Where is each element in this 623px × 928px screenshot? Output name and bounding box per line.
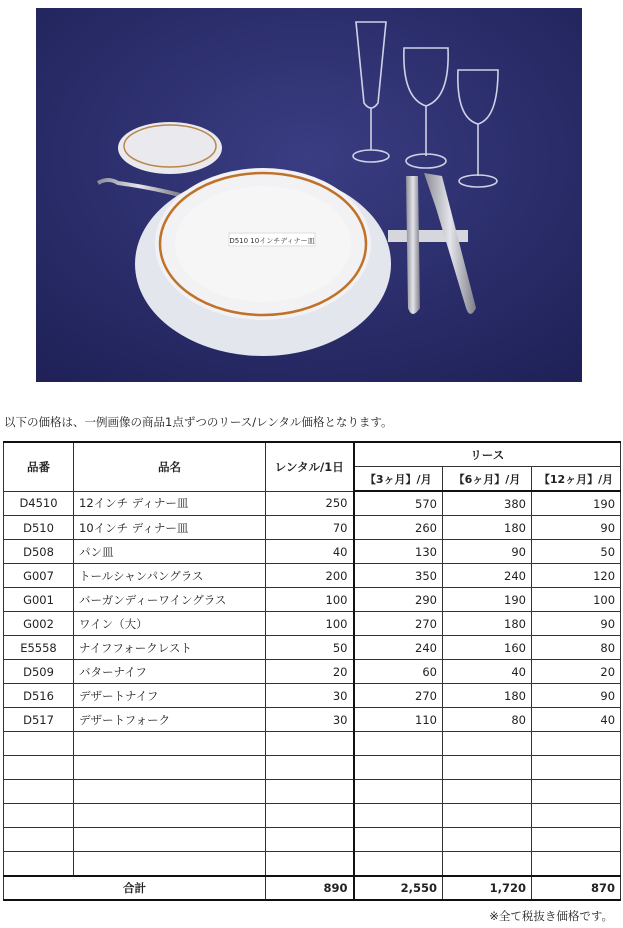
table-row — [4, 540, 621, 564]
cell-12month — [532, 828, 621, 852]
price-table — [3, 441, 621, 901]
cell-3month: 270 — [354, 684, 443, 708]
cell-code — [4, 780, 74, 804]
table-row — [4, 828, 621, 852]
cell-name: デザートフォーク — [74, 708, 266, 732]
cell-rental: 30 — [266, 708, 354, 732]
price-note: 以下の価格は、一例画像の商品1点ずつのリース/レンタル価格となります。 — [4, 415, 393, 429]
cell-name: 10インチ ディナー皿 — [74, 516, 266, 540]
cell-6month: 240 — [443, 564, 532, 588]
cell-3month: 130 — [354, 540, 443, 564]
cell-3month — [354, 804, 443, 828]
header-12month: 【12ヶ月】/月 — [532, 467, 621, 492]
cell-name — [74, 804, 266, 828]
cell-12month: 80 — [532, 636, 621, 660]
table-row — [4, 588, 621, 612]
cell-3month: 270 — [354, 612, 443, 636]
cell-12month — [532, 852, 621, 877]
cell-code: D510 — [4, 516, 74, 540]
cell-6month — [443, 780, 532, 804]
header-rental: レンタル/1日 — [266, 442, 354, 491]
cell-name: トールシャンパングラス — [74, 564, 266, 588]
cell-name: パン皿 — [74, 540, 266, 564]
tax-footnote: ※全て税抜き価格です。 — [489, 909, 613, 923]
table-row — [4, 564, 621, 588]
header-6month: 【6ヶ月】/月 — [443, 467, 532, 492]
cell-name: バターナイフ — [74, 660, 266, 684]
total-3month: 2,550 — [354, 876, 443, 900]
cell-6month: 180 — [443, 612, 532, 636]
cell-6month: 180 — [443, 516, 532, 540]
cell-6month: 380 — [443, 491, 532, 516]
cell-3month — [354, 828, 443, 852]
cell-6month: 40 — [443, 660, 532, 684]
cell-code — [4, 852, 74, 877]
table-row — [4, 684, 621, 708]
cell-name — [74, 852, 266, 877]
cell-code: D508 — [4, 540, 74, 564]
cell-6month: 90 — [443, 540, 532, 564]
cell-name: ワイン（大） — [74, 612, 266, 636]
cell-code: E5558 — [4, 636, 74, 660]
cell-3month: 110 — [354, 708, 443, 732]
cell-3month: 350 — [354, 564, 443, 588]
cell-rental — [266, 804, 354, 828]
product-photo — [36, 8, 582, 382]
header-lease: リース — [354, 442, 621, 467]
cell-6month: 160 — [443, 636, 532, 660]
cell-rental: 20 — [266, 660, 354, 684]
cell-rental — [266, 756, 354, 780]
cell-3month — [354, 780, 443, 804]
cell-rental: 250 — [266, 491, 354, 516]
cell-code — [4, 828, 74, 852]
header-code: 品番 — [4, 442, 74, 491]
cell-12month: 40 — [532, 708, 621, 732]
cell-6month: 180 — [443, 684, 532, 708]
cell-12month — [532, 756, 621, 780]
cell-3month — [354, 732, 443, 756]
cell-name — [74, 780, 266, 804]
cell-rental — [266, 780, 354, 804]
cell-code: D4510 — [4, 491, 74, 516]
cell-3month: 260 — [354, 516, 443, 540]
cell-6month: 80 — [443, 708, 532, 732]
table-row — [4, 756, 621, 780]
table-row — [4, 804, 621, 828]
cell-12month — [532, 804, 621, 828]
cell-rental — [266, 828, 354, 852]
total-rental: 890 — [266, 876, 354, 900]
cell-rental — [266, 732, 354, 756]
cell-3month: 290 — [354, 588, 443, 612]
cell-3month: 570 — [354, 491, 443, 516]
table-row — [4, 612, 621, 636]
table-row — [4, 491, 621, 516]
cell-12month: 90 — [532, 684, 621, 708]
cell-rental: 30 — [266, 684, 354, 708]
cell-rental: 70 — [266, 516, 354, 540]
table-row — [4, 780, 621, 804]
total-row — [4, 876, 621, 900]
total-label: 合計 — [4, 876, 266, 900]
cell-6month — [443, 828, 532, 852]
table-row — [4, 516, 621, 540]
cell-3month: 60 — [354, 660, 443, 684]
cell-rental: 200 — [266, 564, 354, 588]
table-row — [4, 660, 621, 684]
table-row — [4, 636, 621, 660]
cell-3month: 240 — [354, 636, 443, 660]
cell-name: ナイフフォークレスト — [74, 636, 266, 660]
cell-code: G002 — [4, 612, 74, 636]
cell-code — [4, 804, 74, 828]
table-row — [4, 852, 621, 877]
cell-code: G007 — [4, 564, 74, 588]
cell-3month — [354, 852, 443, 877]
cell-code: G001 — [4, 588, 74, 612]
cell-6month — [443, 852, 532, 877]
table-setting-illustration — [36, 8, 582, 382]
cell-12month: 50 — [532, 540, 621, 564]
cell-6month — [443, 804, 532, 828]
total-6month: 1,720 — [443, 876, 532, 900]
cell-12month: 20 — [532, 660, 621, 684]
total-12month: 870 — [532, 876, 621, 900]
cell-6month: 190 — [443, 588, 532, 612]
cell-rental — [266, 852, 354, 877]
cell-6month — [443, 756, 532, 780]
table-row — [4, 708, 621, 732]
cell-3month — [354, 756, 443, 780]
table-row — [4, 732, 621, 756]
cell-12month: 90 — [532, 516, 621, 540]
cell-code — [4, 756, 74, 780]
cell-12month: 100 — [532, 588, 621, 612]
cell-12month: 190 — [532, 491, 621, 516]
header-3month: 【3ヶ月】/月 — [354, 467, 443, 492]
cell-code: D516 — [4, 684, 74, 708]
cell-12month: 120 — [532, 564, 621, 588]
cell-name: 12インチ ディナー皿 — [74, 491, 266, 516]
cell-rental: 40 — [266, 540, 354, 564]
cell-rental: 100 — [266, 612, 354, 636]
cell-name — [74, 756, 266, 780]
cell-12month — [532, 780, 621, 804]
cell-6month — [443, 732, 532, 756]
cell-code: D517 — [4, 708, 74, 732]
cell-name: バーガンディーワイングラス — [74, 588, 266, 612]
cell-code — [4, 732, 74, 756]
cell-12month — [532, 732, 621, 756]
cell-code: D509 — [4, 660, 74, 684]
cell-name: デザートナイフ — [74, 684, 266, 708]
cell-name — [74, 828, 266, 852]
plate-label: D510 10インチディナー皿 — [229, 237, 315, 245]
cell-12month: 90 — [532, 612, 621, 636]
cell-rental: 50 — [266, 636, 354, 660]
header-name: 品名 — [74, 442, 266, 491]
cell-name — [74, 732, 266, 756]
cell-rental: 100 — [266, 588, 354, 612]
